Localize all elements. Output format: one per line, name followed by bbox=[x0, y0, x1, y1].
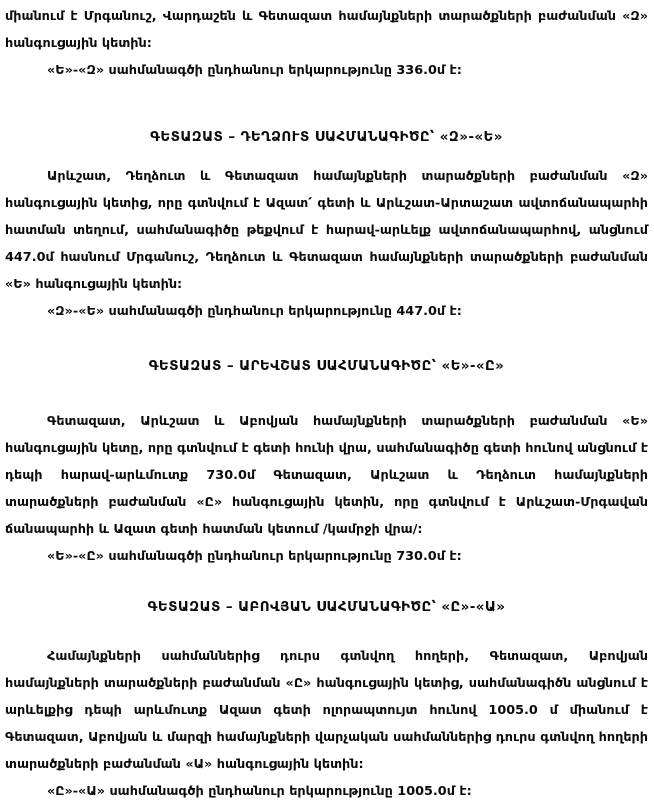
section-body-getazat-deghdzut: Արևշատ, Դեղձուտ և Գետազատ համայնքների տարածքների բաժանման «Զ» հանգուցային կետից, որը գտնվում է Ազատ՛ գետի և Արևշատ-Արտաշատ ավտոճանապարհի հատման տեղում, սահմանագիծը թեքվում է հարավ-արևելք ավտոճանապարհով, անցնում 447.0մ հասնում Մրգանուշ, Դեղձուտ և Գետազատ համայնքների տարածքների բաժանման «Ե» հանգուցային կետին: bbox=[5, 169, 648, 292]
section-heading-getazat-abovyan: ԳԵՏԱԶԱՏ – ԱԲՈՎՅԱՆ ՍԱՀՄԱՆԱԳԻԾԸ՝ «Ը»-«Ա» bbox=[147, 599, 506, 615]
lead-boundary-length-line: «Ե»-«Զ» սահմանագծի ընդհանուր երկարությունը 336.0մ է: bbox=[47, 63, 462, 78]
section-body-getazat-abovyan: Համայնքների սահմաններից դուրս գտնվող հողերի, Գետազատ, Աբովյան համայնքների տարածքների բաժանման «Ը» հանգուցային կետից, սահմանագիծն անցնում է արևելքից դեպի արևմուտք Ազատ գետի ոլորապտույտ հունով 1005.0 մ միանում է Գետազատ, Աբովյան և մարզի համայնքների վարչական սահմաններից դուրս գտնվող հողերի տարածքների բաժանման «Ա» հանգուցային կետին: bbox=[5, 649, 648, 772]
section-heading-getazat-deghdzut: ԳԵՏԱԶԱՏ – ԴԵՂՁՈՒՏ ՍԱՀՄԱՆԱԳԻԾԸ՝ «Զ»-«Ե» bbox=[150, 129, 503, 145]
section-length-getazat-deghdzut: «Զ»-«Ե» սահմանագծի ընդհանուր երկարությունը 447.0մ է: bbox=[47, 304, 462, 319]
lead-paragraph-continuation: միանում է Մրգանուշ, Վարդաշեն և Գետազատ համայնքների տարածքների բաժանման «Զ» հանգուցային կետին: bbox=[5, 9, 648, 51]
section-length-getazat-arevshat: «Ե»-«Ը» սահմանագծի ընդհանուր երկարությունը 730.0մ է: bbox=[47, 549, 462, 564]
section-heading-getazat-arevshat: ԳԵՏԱԶԱՏ – ԱՐԵՎՇԱՏ ՍԱՀՄԱՆԱԳԻԾԸ՝ «Ե»-«Ը» bbox=[148, 358, 505, 374]
section-length-getazat-abovyan: «Ը»-«Ա» սահմանագծի ընդհանուր երկարությունը 1005.0մ է: bbox=[47, 784, 472, 799]
section-body-getazat-arevshat: Գետազատ, Արևշատ և Աբովյան համայնքների տարածքների բաժանման «Ե» հանգուցային կետը, որը գտնվում է գետի հունի վրա, սահմանագիծը գետի հունով անցնում է դեպի հարավ-արևմուտք 730.0մ Գետազատ, Արևշատ և Դեղձուտ համայնքների տարածքների բաժանման «Ը» հանգուցային կետին, որը գտնվում է Արևշատ-Մրգավան ճանապարհի և Ազատ գետի հատման կետում /կամրջի վրա/: bbox=[5, 414, 648, 537]
